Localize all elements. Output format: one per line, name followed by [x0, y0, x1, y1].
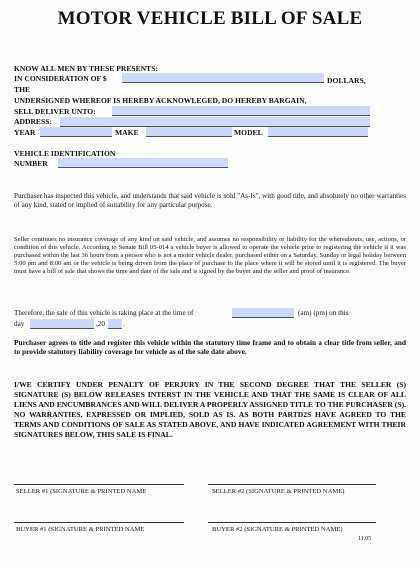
sale-day-field[interactable]	[30, 319, 94, 329]
buyer2-label: BUYER #2 (SIGNATURE & PRINTED NAME)	[212, 526, 343, 533]
undersigned-line: UNDERSIGNED WHEREOF IS HEREBY ACKNOWLEGED, DO HEREBY BARGAIN,	[14, 96, 307, 105]
year-field[interactable]	[40, 127, 112, 137]
seller2-signature-line[interactable]	[208, 484, 376, 485]
address-field[interactable]	[60, 117, 370, 127]
vin-field[interactable]	[58, 158, 228, 168]
buyer-name-field[interactable]	[112, 106, 370, 116]
day-label: day	[14, 320, 25, 328]
vin-label-line2: NUMBER	[14, 159, 48, 168]
period-mark: .	[123, 320, 125, 328]
am-pm-label: (am) (pm) on this	[298, 309, 349, 317]
the-label: THE	[14, 85, 31, 94]
certify-paragraph: I/WE CERTIFY UNDER PENALTY OF PERJURY IN THE SECOND DEGREE THAT THE SELLER (S) SIGNATURE (S) BELOW RELEASES INTERST IN THE VEHICLE AND THAT THE SAME IS CLEAR OF ALL LIENS AND ENCUMBRANCES AND WILL DELIVER A PROPERLY ASSIGNED TITLE TO THE PURCHASER (S). NO WARRANTIES, EXPRESSED OR IMPLIED, SOLD AS IS. AS BOTH PARTD2S HAVE AGREED TO THE TERMS AND CONDITIONS OF SALE AS STATED ABOVE, AND HAVE INDICATED AGREEMENT WITH THEIR SIGNATURES BELOW, THIS SALE IS FINAL.	[14, 380, 406, 439]
register-paragraph: Purchaser agrees to title and register this vehicle within the statutory time frame and to obtain a clear title from seller, and to provide statutory liability coverage for vehicle as of the sale date above.	[14, 338, 406, 356]
vin-label-line1: VEHICLE IDENTIFICATION	[14, 149, 116, 158]
form-code: 11.05	[358, 536, 372, 542]
seller1-signature-line[interactable]	[14, 484, 184, 485]
dollars-label: DOLLARS,	[327, 76, 366, 85]
consideration-label: IN CONSIDERATION OF $	[14, 74, 107, 83]
sale-time-field[interactable]	[232, 308, 294, 318]
sale-year-field[interactable]	[108, 319, 122, 329]
year-label: YEAR	[14, 128, 36, 137]
as-is-paragraph: Purchaser has inspected this vehicle, and understands that said vehicle is sold "As-Is", with good title, and absolutely no other warranties of any kind, stated or implied of suitability for any particular purpose.	[14, 192, 406, 209]
model-field[interactable]	[268, 127, 368, 137]
document-title: MOTOR VEHICLE BILL OF SALE	[57, 8, 363, 29]
buyer1-label: BUYER #1 (SIGNATURE & PRINTED NAME	[16, 526, 145, 533]
consideration-amount-field[interactable]	[122, 73, 324, 83]
make-field[interactable]	[146, 127, 232, 137]
know-all-men-line: KNOW ALL MEN BY THESE PRESENTS:	[14, 64, 158, 73]
insurance-paragraph: Seller continues no insurance coverage of any kind on said vehicle, and assumes no responsibility or liability for the whereabouts, use, actions, or condition of this vehicle. According to Senate Bill 05-014 a vehicle buyer is allowed to operate the vehicle prior to registering the vehicle if it was purchased within the last 36 hours from a person who is not a motor vehicle dealer, purchased either on a Saturday, Sunday or legal holiday between 5:00 pm and 8:00 am or the vehicle is being driven from the place of purchase to the place where it will be stored until it is registered. The buyer must have a bill of sale that shows the time and date of the sale and is signed by the buyer and the seller and proof of insurance.	[14, 236, 406, 275]
buyer1-signature-line[interactable]	[14, 522, 184, 523]
seller2-label: SELLER #2 (SIGNATURE & PRINTED NAME)	[212, 488, 345, 495]
sell-deliver-label: SELL DELIVER UNTO:	[14, 107, 96, 116]
sale-time-prefix: Therefore, the sale of this vehicle is taking place at the time of	[14, 309, 194, 317]
seller1-label: SELLER #1 (SIGNATURE & PRINTED NAME	[16, 488, 147, 495]
year-prefix-label: ,20	[96, 320, 105, 328]
buyer2-signature-line[interactable]	[208, 522, 376, 523]
model-label: MODEL	[234, 128, 263, 137]
make-label: MAKE	[115, 128, 139, 137]
address-label: ADDRESS:	[14, 117, 52, 126]
